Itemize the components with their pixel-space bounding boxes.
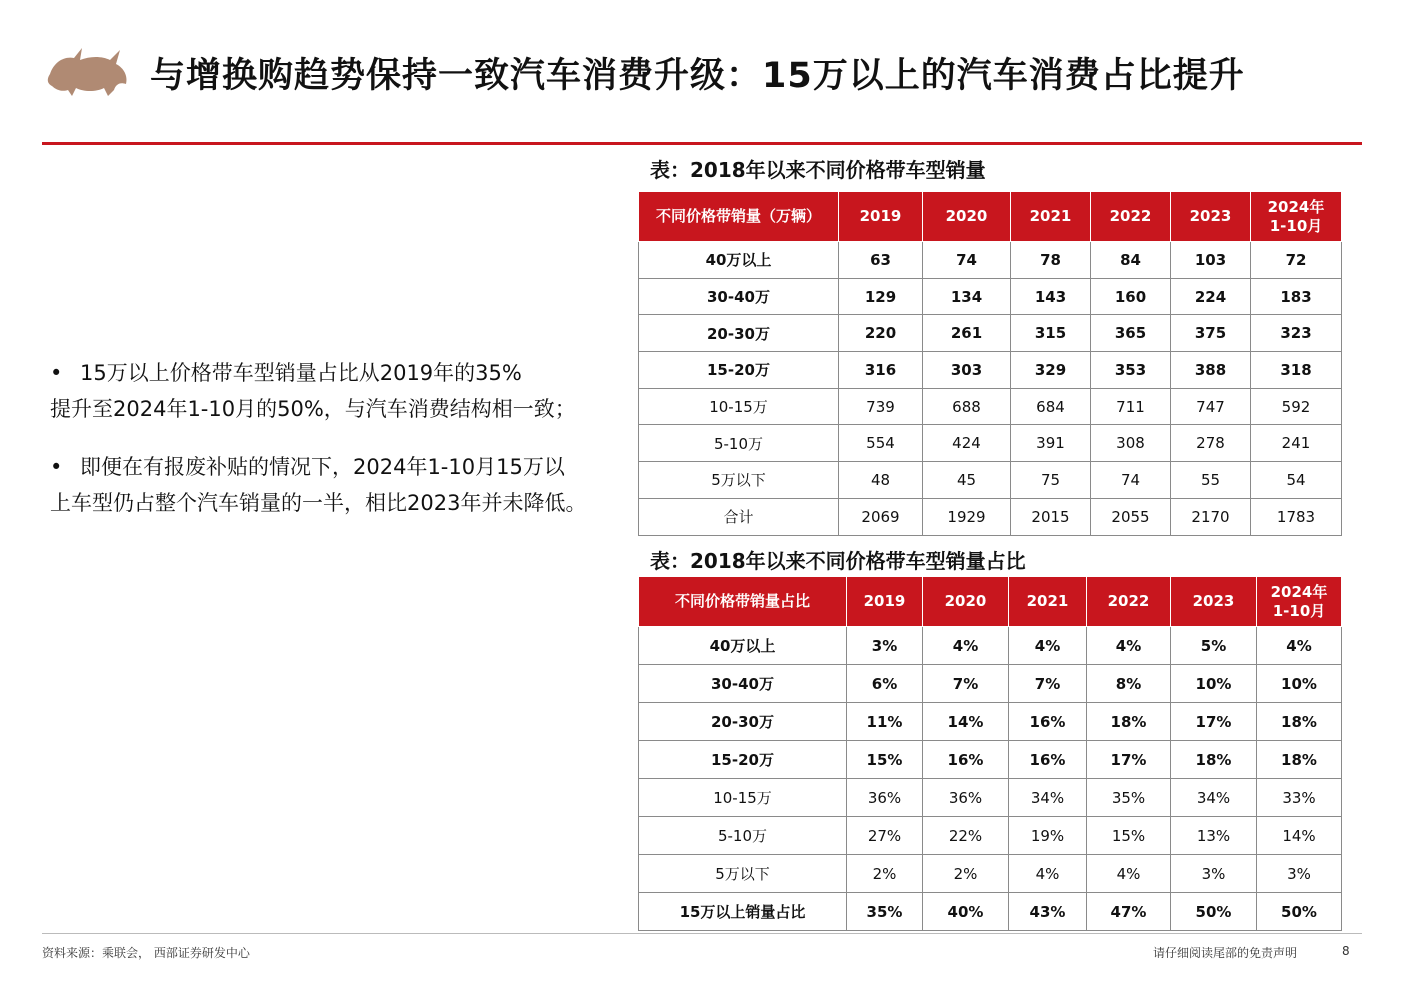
row-label: 20-30万 [639,703,847,741]
bull-logo-icon [44,40,132,102]
row-label: 15万以上销量占比 [639,893,847,931]
table-cell: 2170 [1171,498,1251,535]
row-label: 10-15万 [639,779,847,817]
table-cell: 74 [923,242,1011,279]
table-cell: 3% [1171,855,1257,893]
table-row [639,779,1342,817]
table-cell: 316 [839,352,923,389]
table-cell: 15% [1087,817,1171,855]
table-cell: 7% [1009,665,1087,703]
table-row [639,627,1342,665]
table-cell: 261 [923,315,1011,352]
table-cell: 55 [1171,462,1251,499]
table1-header-row [639,192,1342,242]
row-label: 30-40万 [639,665,847,703]
table-cell: 34% [1171,779,1257,817]
table-cell: 2069 [839,498,923,535]
row-label: 5-10万 [639,817,847,855]
table-cell: 10% [1257,665,1342,703]
table2-caption: 表：2018年以来不同价格带车型销量占比 [650,549,1026,573]
row-label: 15-20万 [639,352,839,389]
table-cell: 3% [1257,855,1342,893]
table1-header-cell: 2019 [839,192,923,242]
table-cell: 4% [1087,627,1171,665]
table-cell: 18% [1257,703,1342,741]
table-cell: 14% [1257,817,1342,855]
table-cell: 18% [1171,741,1257,779]
bullet-line: 即便在有报废补贴的情况下，2024年1-10月15万以 [80,455,565,479]
table-cell: 19% [1009,817,1087,855]
table1-header-cell: 2024年 1-10月 [1251,192,1342,242]
table-cell: 303 [923,352,1011,389]
table-cell: 84 [1091,242,1171,279]
table-cell: 27% [847,817,923,855]
table-row [639,242,1342,279]
table-cell: 323 [1251,315,1342,352]
table-cell: 35% [847,893,923,931]
table2-header-cell: 2023 [1171,577,1257,627]
table-cell: 143 [1011,278,1091,315]
table2-header-cell: 2020 [923,577,1009,627]
table-row [639,388,1342,425]
table-cell: 4% [1009,627,1087,665]
table-cell: 554 [839,425,923,462]
row-label: 15-20万 [639,741,847,779]
bullet-item [50,355,640,427]
table-cell: 2% [847,855,923,893]
table-cell: 13% [1171,817,1257,855]
footer-divider [42,933,1362,934]
table-cell: 43% [1009,893,1087,931]
table2-header-cell: 2022 [1087,577,1171,627]
table-cell: 4% [1009,855,1087,893]
table-cell: 40% [923,893,1009,931]
table-cell: 6% [847,665,923,703]
table-cell: 224 [1171,278,1251,315]
table-cell: 15% [847,741,923,779]
table-cell: 3% [847,627,923,665]
table-cell: 688 [923,388,1011,425]
table2-header-cell: 2024年 1-10月 [1257,577,1342,627]
row-label: 30-40万 [639,278,839,315]
table-cell: 308 [1091,425,1171,462]
table-row [639,741,1342,779]
bullet-line: 15万以上价格带车型销量占比从2019年的35% [80,361,522,385]
bullet-list [50,355,640,543]
table-cell: 711 [1091,388,1171,425]
table-cell: 2015 [1011,498,1091,535]
table-cell: 47% [1087,893,1171,931]
table-row [639,425,1342,462]
table-cell: 388 [1171,352,1251,389]
table-cell: 7% [923,665,1009,703]
table-cell: 16% [1009,741,1087,779]
row-label: 5-10万 [639,425,839,462]
table-cell: 365 [1091,315,1171,352]
row-label: 40万以上 [639,242,839,279]
table-cell: 74 [1091,462,1171,499]
table-cell: 315 [1011,315,1091,352]
table-cell: 45 [923,462,1011,499]
table-cell: 18% [1087,703,1171,741]
table-cell: 684 [1011,388,1091,425]
table-row [639,855,1342,893]
table-cell: 75 [1011,462,1091,499]
bullet-dot-icon: • [50,455,63,479]
table-cell: 18% [1257,741,1342,779]
bullet-line: 提升至2024年1-10月的50%，与汽车消费结构相一致； [50,397,576,421]
table-cell: 16% [1009,703,1087,741]
table-cell: 16% [923,741,1009,779]
sales-volume-table [638,191,1342,536]
table-row [639,278,1342,315]
title-divider [42,142,1362,145]
table-cell: 747 [1171,388,1251,425]
table-row [639,817,1342,855]
bullet-item [50,449,640,521]
table-row [639,893,1342,931]
table-row [639,665,1342,703]
row-label: 20-30万 [639,315,839,352]
table-cell: 220 [839,315,923,352]
table-cell: 2% [923,855,1009,893]
table-cell: 10% [1171,665,1257,703]
table-cell: 50% [1171,893,1257,931]
table-cell: 48 [839,462,923,499]
row-label: 5万以下 [639,462,839,499]
table2-header-cell: 不同价格带销量占比 [639,577,847,627]
table-cell: 424 [923,425,1011,462]
table-cell: 63 [839,242,923,279]
table-cell: 4% [1087,855,1171,893]
table-cell: 739 [839,388,923,425]
table-cell: 2055 [1091,498,1171,535]
table1-caption: 表：2018年以来不同价格带车型销量 [650,158,986,182]
table2-header-cell: 2021 [1009,577,1087,627]
sales-share-table [638,576,1342,931]
table-row [639,315,1342,352]
table-cell: 17% [1087,741,1171,779]
table-cell: 278 [1171,425,1251,462]
table-cell: 241 [1251,425,1342,462]
table-cell: 329 [1011,352,1091,389]
table1-header-cell: 2021 [1011,192,1091,242]
table-cell: 50% [1257,893,1342,931]
table-row [639,462,1342,499]
table-cell: 183 [1251,278,1342,315]
table-cell: 375 [1171,315,1251,352]
table-cell: 391 [1011,425,1091,462]
table-cell: 33% [1257,779,1342,817]
table2-header-cell: 2019 [847,577,923,627]
table-cell: 4% [1257,627,1342,665]
table-cell: 4% [923,627,1009,665]
table-row [639,352,1342,389]
table-cell: 1783 [1251,498,1342,535]
table-cell: 592 [1251,388,1342,425]
table-cell: 103 [1171,242,1251,279]
bullet-dot-icon: • [50,361,63,385]
table1-header-cell: 2023 [1171,192,1251,242]
table-cell: 78 [1011,242,1091,279]
table-cell: 11% [847,703,923,741]
table1-header-cell: 2020 [923,192,1011,242]
table1-header-cell: 不同价格带销量（万辆） [639,192,839,242]
table-cell: 318 [1251,352,1342,389]
table-cell: 160 [1091,278,1171,315]
row-label: 10-15万 [639,388,839,425]
row-label: 合计 [639,498,839,535]
table-cell: 14% [923,703,1009,741]
table-cell: 35% [1087,779,1171,817]
table-cell: 1929 [923,498,1011,535]
table-cell: 134 [923,278,1011,315]
footer-disclaimer: 请仔细阅读尾部的免责声明 [1153,946,1298,960]
table-cell: 129 [839,278,923,315]
page-title: 与增换购趋势保持一致汽车消费升级：15万以上的汽车消费占比提升 [150,56,1245,96]
table1-header-cell: 2022 [1091,192,1171,242]
table-row [639,498,1342,535]
row-label: 5万以下 [639,855,847,893]
table2-header-row [639,577,1342,627]
table-cell: 8% [1087,665,1171,703]
table-cell: 17% [1171,703,1257,741]
table-cell: 54 [1251,462,1342,499]
table-cell: 36% [847,779,923,817]
table-cell: 5% [1171,627,1257,665]
bullet-line: 上车型仍占整个汽车销量的一半，相比2023年并未降低。 [50,491,587,515]
table-row [639,703,1342,741]
page-number: 8 [1342,944,1350,958]
table-cell: 72 [1251,242,1342,279]
table-cell: 36% [923,779,1009,817]
table-cell: 353 [1091,352,1171,389]
row-label: 40万以上 [639,627,847,665]
footer-source: 资料来源：乘联会， 西部证券研发中心 [42,946,250,960]
table-cell: 22% [923,817,1009,855]
table-cell: 34% [1009,779,1087,817]
